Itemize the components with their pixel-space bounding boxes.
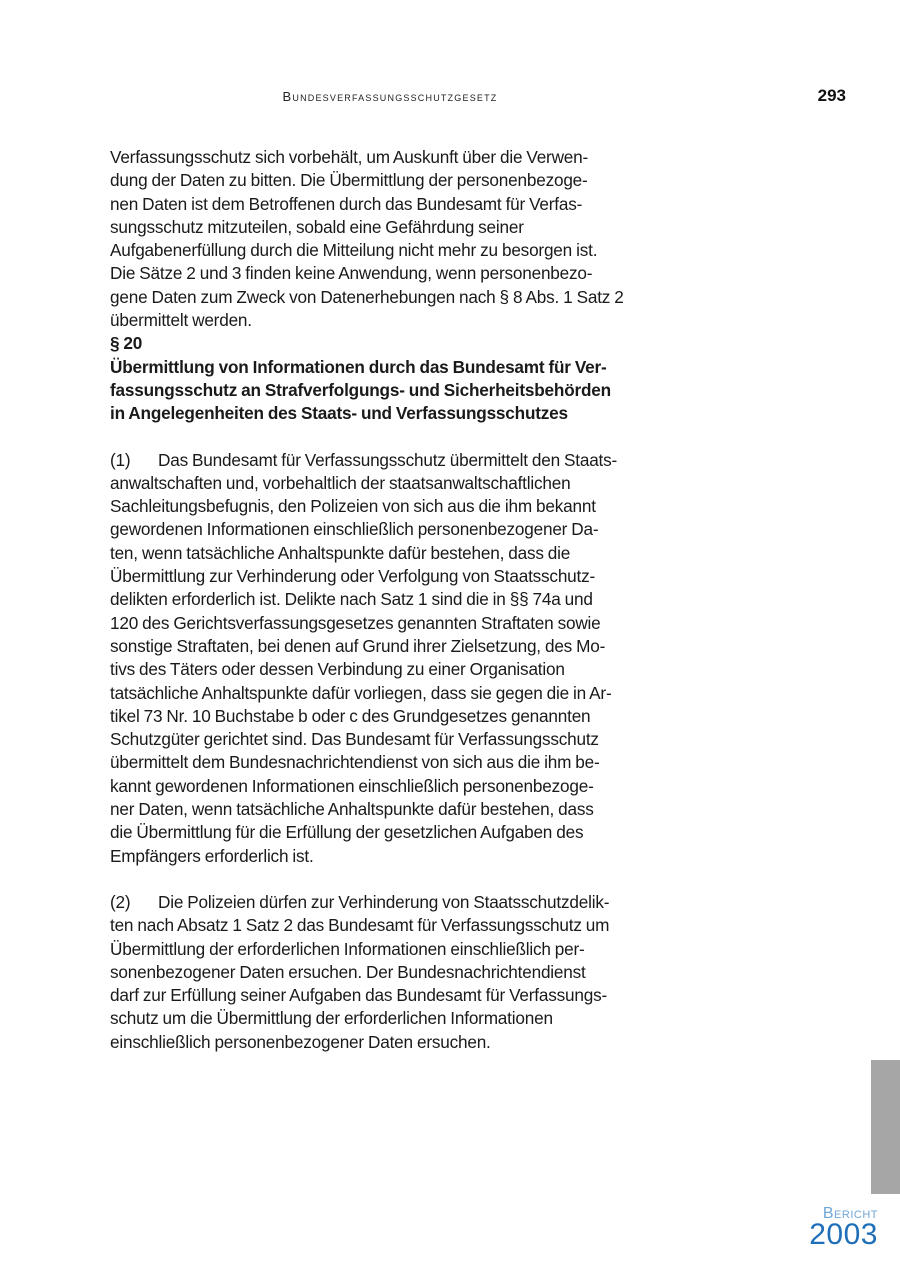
page-number: 293 — [817, 86, 846, 105]
chapter-tab — [871, 1060, 900, 1194]
text-line: Sachleitungsbefugnis, den Polizeien von sich aus die ihm bekannt — [110, 496, 596, 517]
text-line: darf zur Erfüllung seiner Aufgaben das Bundesamt für Verfassungs- — [110, 985, 608, 1006]
text-line: die Übermittlung für die Erfüllung der gesetzlichen Aufgaben des — [110, 822, 584, 843]
paragraph-2 — [110, 891, 675, 1054]
title-line: fassungsschutz an Strafverfolgungs- und Sicherheitsbehörden — [110, 379, 611, 400]
text-line: kannt gewordenen Informationen einschließlich personenbezoge- — [110, 775, 594, 796]
paragraph-number: (1) — [110, 449, 131, 470]
text-line: Verfassungsschutz sich vorbehält, um Auskunft über die Verwen- — [110, 147, 589, 167]
text-line: Übermittlung zur Verhinderung oder Verfolgung von Staatsschutz- — [110, 566, 596, 587]
page-content — [110, 146, 675, 1054]
text-line: Das Bundesamt für Verfassungsschutz übermittelt den Staats- — [158, 449, 618, 470]
text-line: ten nach Absatz 1 Satz 2 das Bundesamt für Verfassungsschutz um — [110, 915, 610, 936]
text-line: übermittelt dem Bundesnachrichtendienst von sich aus die ihm be- — [110, 752, 600, 773]
text-line: ten, wenn tatsächliche Anhaltspunkte dafür bestehen, dass die — [110, 542, 571, 563]
text-line: schutz um die Übermittlung der erforderlichen Informationen — [110, 1008, 553, 1029]
section-title — [110, 356, 675, 426]
text-line: 120 des Gerichtsverfassungsgesetzes genannten Straftaten sowie — [110, 612, 601, 633]
text-line: einschließlich personenbezogener Daten ersuchen. — [110, 1031, 491, 1052]
title-line: in Angelegenheiten des Staats- und Verfassungsschutzes — [110, 403, 568, 424]
text-line: Aufgabenerfüllung durch die Mitteilung nicht mehr zu besorgen ist. — [110, 240, 598, 261]
text-line: dung der Daten zu bitten. Die Übermittlung der personenbezoge- — [110, 170, 588, 191]
text-line: sungsschutz mitzuteilen, sobald eine Gefährdung seiner — [110, 216, 524, 237]
text-line: tikel 73 Nr. 10 Buchstabe b oder c des Grundgesetzes genannten — [110, 705, 591, 726]
text-line: gewordenen Informationen einschließlich personenbezogener Da- — [110, 519, 599, 540]
text-line: Die Polizeien dürfen zur Verhinderung von Staatsschutzdelik- — [158, 891, 610, 912]
text-line: gene Daten zum Zweck von Datenerhebungen nach § 8 Abs. 1 Satz 2 — [110, 286, 624, 307]
section-number: § 20 — [110, 333, 143, 354]
text-line: ner Daten, wenn tatsächliche Anhaltspunkte dafür bestehen, dass — [110, 799, 594, 820]
text-line: übermittelt werden. — [110, 310, 252, 331]
paragraph-number: (2) — [110, 891, 131, 912]
title-line: Übermittlung von Informationen durch das Bundesamt für Ver- — [110, 356, 607, 377]
report-word: Bericht — [822, 1205, 878, 1222]
continuation-text — [110, 146, 675, 332]
report-year: 2003 — [809, 1218, 878, 1251]
text-line: tatsächliche Anhaltspunkte dafür vorliegen, dass sie gegen die in Ar- — [110, 682, 612, 703]
paragraph-1 — [110, 449, 675, 868]
text-line: nen Daten ist dem Betroffenen durch das Bundesamt für Verfas- — [110, 193, 583, 214]
text-line: Empfängers erforderlich ist. — [110, 845, 314, 866]
report-logo — [809, 1206, 878, 1250]
text-line: sonstige Straftaten, bei denen auf Grund ihrer Zielsetzung, des Mo- — [110, 635, 606, 656]
text-line: sonenbezogener Daten ersuchen. Der Bundesnachrichtendienst — [110, 961, 586, 982]
text-line: Schutzgüter gerichtet sind. Das Bundesamt für Verfassungsschutz — [110, 729, 599, 750]
text-line: Die Sätze 2 und 3 finden keine Anwendung, wenn personenbezo- — [110, 263, 593, 284]
text-line: tivs des Täters oder dessen Verbindung zu einer Organisation — [110, 659, 565, 680]
text-line: delikten erforderlich ist. Delikte nach Satz 1 sind die in §§ 74a und — [110, 589, 593, 610]
text-line: Übermittlung der erforderlichen Informationen einschließlich per- — [110, 938, 585, 959]
text-line: anwaltschaften und, vorbehaltlich der staatsanwaltschaftlichen — [110, 472, 571, 493]
running-header: Bundesverfassungsschutzgesetz — [282, 89, 498, 104]
